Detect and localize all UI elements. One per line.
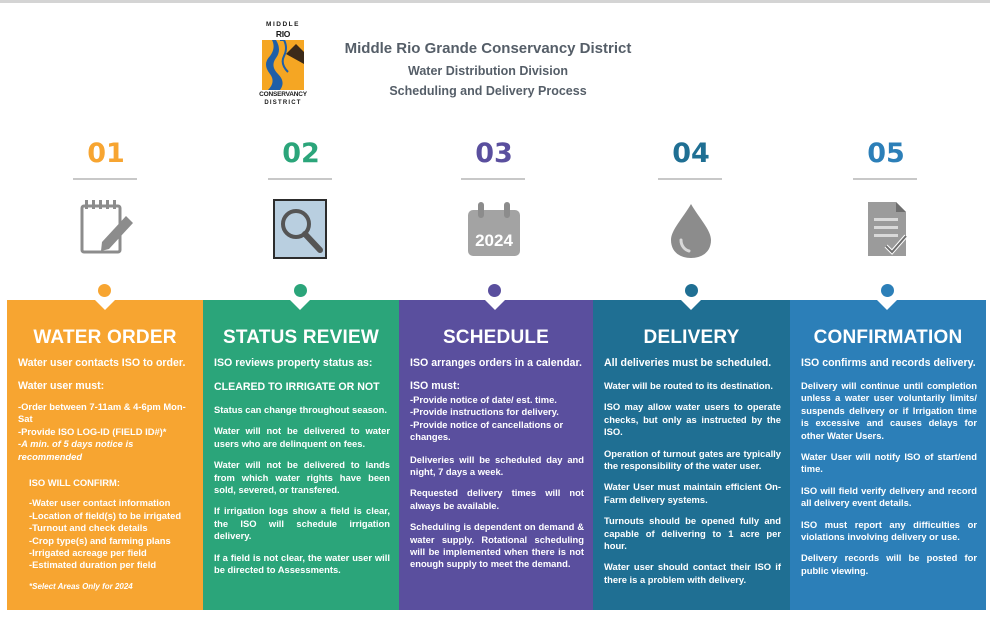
status-review-text: Status can change throughout season.	[214, 403, 387, 415]
delivery-panel	[593, 300, 790, 610]
water-order-title: WATER ORDER	[33, 327, 177, 348]
step-dot-01	[98, 284, 111, 297]
water-drop-icon	[661, 196, 721, 262]
schedule-must-item: -Provide notice of cancellations or changes.	[410, 418, 564, 443]
division-name: Water Distribution Division	[408, 64, 568, 78]
schedule-panel	[399, 300, 593, 610]
schedule-must-item: -Provide notice of date/ est. time.	[410, 393, 557, 405]
delivery-text: Water will be routed to its destination.	[604, 379, 773, 391]
schedule-title: SCHEDULE	[442, 327, 550, 348]
step-number-04: 04	[672, 138, 710, 169]
step-underline	[268, 178, 332, 180]
status-review-status: CLEARED TO IRRIGATE OR NOT	[214, 380, 380, 393]
water-order-must-item: -Provide ISO LOG-ID (FIELD ID#)*	[18, 425, 167, 437]
water-order-lead: Water user contacts ISO to order.	[18, 357, 186, 369]
panel-notch	[95, 300, 115, 310]
schedule-must-item: -Provide instructions for delivery.	[410, 406, 559, 418]
magnifier-icon	[270, 196, 330, 262]
step-dot-05	[881, 284, 894, 297]
step-number-03: 03	[475, 138, 513, 169]
mrgcd-logo	[258, 22, 308, 108]
step-dot-04	[685, 284, 698, 297]
delivery-lead: All deliveries must be scheduled.	[604, 357, 772, 369]
confirm-item: -Turnout and check details	[29, 522, 148, 534]
schedule-must-label: ISO must:	[410, 379, 461, 392]
panel-notch	[681, 300, 701, 310]
panel-notch	[877, 300, 897, 310]
confirm-item: -Crop type(s) and farming plans	[29, 534, 171, 546]
delivery-text: ISO may allow water users to operate checks, but only as instructed by the ISO.	[604, 401, 781, 438]
step-underline	[73, 178, 137, 180]
logo-river-icon	[262, 40, 304, 90]
page-title: Middle Rio Grande Conservancy District	[344, 40, 632, 57]
iso-will-confirm-label: ISO WILL CONFIRM:	[29, 476, 120, 488]
page-header	[318, 40, 658, 98]
logo-text-middle: MIDDLE	[266, 21, 300, 28]
confirmation-panel	[790, 300, 986, 610]
confirmation-text: Delivery will continue until completion unless a water user voluntarily limits/ suspends delivery or if Irrigation time is excessive and causes delays for other Water Users.	[801, 379, 977, 441]
water-order-must-item: -Order between 7-11am & 4-6pm Mon-Sat	[18, 400, 186, 425]
calendar-year-label: 2024	[475, 231, 513, 250]
status-review-title: STATUS REVIEW	[222, 327, 379, 348]
water-order-panel	[7, 300, 203, 610]
confirmation-title: CONFIRMATION	[813, 327, 963, 348]
panel-notch	[485, 300, 505, 310]
schedule-text: Requested delivery times will not always be available.	[410, 487, 584, 511]
calendar-icon	[464, 196, 524, 262]
status-review-panel	[203, 300, 399, 610]
schedule-text: Scheduling is dependent on demand & water supply. Rotational scheduling will be implemented when there is not enough supply to meet the demand.	[410, 521, 584, 570]
page-subtitle: Scheduling and Delivery Process	[389, 84, 587, 98]
delivery-text: Turnouts should be opened fully and capable of delivering to 1 acre per hour.	[604, 515, 781, 552]
step-underline	[461, 178, 525, 180]
status-review-text: If a field is not clear, the water user will be directed to Assessments.	[214, 551, 390, 575]
status-review-text: If irrigation logs show a field is clear, the ISO will schedule irrigation delivery.	[214, 505, 390, 542]
water-order-footnote: *Select Areas Only for 2024	[29, 581, 133, 591]
delivery-text: Water user should contact their ISO if there is a problem with delivery.	[604, 561, 781, 585]
confirmation-text: Water User will notify ISO of start/end time.	[801, 451, 977, 475]
logo-text-district: DISTRICT	[264, 100, 302, 106]
confirm-item: -Location of field(s) to be irrigated	[29, 509, 182, 521]
confirmation-text: Delivery records will be posted for public viewing.	[801, 552, 977, 576]
panel-notch	[290, 300, 310, 310]
confirmation-text: ISO will field verify delivery and record all delivery event details.	[801, 484, 977, 509]
step-underline	[658, 178, 722, 180]
water-order-must-label: Water user must:	[18, 379, 105, 392]
status-review-lead: ISO reviews property status as:	[214, 357, 373, 369]
status-review-text: Water will not be delivered to lands from which water rights have been sold, severed, or transfered.	[214, 459, 390, 495]
delivery-title: DELIVERY	[643, 327, 740, 348]
step-dot-02	[294, 284, 307, 297]
schedule-lead: ISO arranges orders in a calendar.	[410, 357, 582, 369]
logo-text-conservancy: CONSERVANCY	[259, 91, 307, 98]
confirmation-lead: ISO confirms and records delivery.	[801, 357, 976, 369]
top-border	[0, 0, 990, 3]
water-order-must-item: -A min. of 5 days notice is recommended	[18, 438, 134, 462]
step-dot-03	[488, 284, 501, 297]
schedule-text: Deliveries will be scheduled day and night, 7 days a week.	[410, 453, 584, 477]
document-check-icon	[856, 196, 916, 262]
delivery-text: Water User must maintain efficient On-Farm delivery systems.	[604, 481, 781, 505]
confirm-item: -Irrigated acreage per field	[29, 547, 147, 558]
step-number-02: 02	[282, 138, 320, 169]
step-number-05: 05	[867, 138, 905, 169]
delivery-text: Operation of turnout gates are typically the responsibility of the water user.	[604, 447, 781, 471]
clipboard-pencil-icon	[76, 196, 136, 262]
status-review-text: Water will not be delivered to water users who are delinquent on fees.	[214, 425, 390, 449]
step-underline	[853, 178, 917, 180]
confirm-item: -Water user contact information	[29, 497, 171, 509]
logo-text-rio-grande: RIO	[275, 29, 291, 39]
confirmation-text: ISO must report any difficulties or violations involving delivery or use.	[801, 518, 977, 543]
confirm-item: -Estimated duration per field	[29, 559, 157, 571]
step-number-01: 01	[87, 138, 125, 169]
